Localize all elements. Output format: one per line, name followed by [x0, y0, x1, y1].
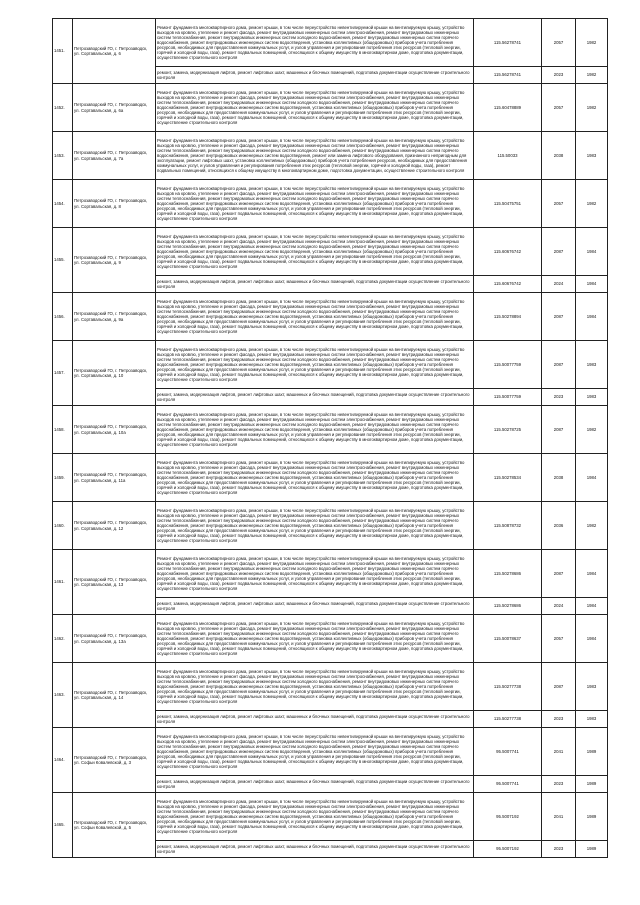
planned-year: 2057: [542, 19, 576, 67]
table-row: [53, 132, 608, 180]
planned-year: 2087: [542, 228, 576, 276]
house-address: Петрозаводский ГО, г. Петрозаводск, ул. Сортавальская, д. 8: [73, 180, 156, 228]
total-area: 115.50278894: [474, 293, 542, 341]
planned-year: 2024: [542, 598, 576, 615]
work-description: Ремонт фундамента многоквартирного дома, ремонт крыши, в том числе переустройство невентилируемой крыши на вентилируемую крышу, устройство выходов на кровлю, утепление и ремонт фасада, ремонт внутридомовых инженерных систем электроснабжения, ремонт внутридомовых инженерных систем теплоснабжения, ремонт внутридомовых инженерных систем холодного водоснабжения, ремонт внутридомовых инженерных систем горячего водоснабжения, ремонт внутридомовых инженерных систем водоотведения, установка коллективных (общедомовых) приборов учета потребления ресурсов, необходимых для предоставления коммунальных услуг, и узлов управления и регулирования потребления этих ресурсов (тепловой энергии, горячей и холодной воды, газа), ремонт подвальных помещений, относящихся к общему имуществу в многоквартирном доме, подготовка документации, осуществление строительного контроля: [156, 502, 474, 550]
total-area: 95.5007192: [474, 841, 542, 858]
table-row: [53, 663, 608, 711]
house-address: Петрозаводский ГО, г. Петрозаводск, ул. Сортавальская, д. 13: [73, 550, 156, 615]
total-area: 115.50277738: [474, 663, 542, 711]
work-description: Ремонт фундамента многоквартирного дома, ремонт крыши, в том числе переустройство невентилируемой крыши на вентилируемую крышу, устройство выходов на кровлю, утепление и ремонт фасада, ремонт внутридомовых инженерных систем электроснабжения, ремонт внутридомовых инженерных систем теплоснабжения, ремонт внутридомовых инженерных систем холодного водоснабжения, ремонт внутридомовых инженерных систем горячего водоснабжения, ремонт внутридомовых инженерных систем водоотведения, установка коллективных (общедомовых) приборов учета потребления ресурсов, необходимых для предоставления коммунальных услуг, и узлов управления и регулирования потребления этих ресурсов (тепловой энергии, горячей и холодной воды, газа), ремонт подвальных помещений, относящихся к общему имуществу в многоквартирном доме, подготовка документации, осуществление строительного контроля: [156, 454, 474, 502]
planned-year: 2023: [542, 711, 576, 728]
register-body: [53, 19, 608, 858]
row-number: 1453.: [53, 132, 73, 180]
build-year: 1982: [576, 180, 608, 228]
row-number: 1465.: [53, 793, 73, 858]
table-row: [53, 502, 608, 550]
work-description: Ремонт фундамента многоквартирного дома, ремонт крыши, в том числе переустройство невентилируемой крыши на вентилируемую крышу, устройство выходов на кровлю, утепление и ремонт фасада, ремонт внутридомовых инженерных систем электроснабжения, ремонт внутридомовых инженерных систем теплоснабжения, ремонт внутридомовых инженерных систем холодного водоснабжения, ремонт внутридомовых инженерных систем горячего водоснабжения, ремонт внутридомовых инженерных систем водоотведения, установка коллективных (общедомовых) приборов учета потребления ресурсов, необходимых для предоставления коммунальных услуг, и узлов управления и регулирования потребления этих ресурсов (тепловой энергии, горячей и холодной воды, газа), ремонт подвальных помещений, относящихся к общему имуществу в многоквартирном доме, подготовка документации, осуществление строительного контроля: [156, 180, 474, 228]
total-area: 115.60478889: [474, 84, 542, 132]
house-address: Петрозаводский ГО, г. Петрозаводск, ул. Сортавальская, д. 7а: [73, 132, 156, 180]
house-address: Петрозаводский ГО, г. Петрозаводск, ул. Софьи Ковалевской, д. 3: [73, 728, 156, 793]
total-area: 115.60676742: [474, 276, 542, 293]
work-description: ремонт, замена, модернизация лифтов, ремонт лифтовых шахт, машинных и блочных помещений, подготовка документации осуществление строительного контроля: [156, 276, 474, 293]
table-row: [53, 19, 608, 67]
total-area: 115.56278741: [474, 19, 542, 67]
row-number: 1463.: [53, 663, 73, 728]
house-address: Петрозаводский ГО, г. Петрозаводск, ул. Сортавальская, д. 6: [73, 19, 156, 84]
planned-year: 2087: [542, 341, 576, 389]
build-year: 1989: [576, 793, 608, 841]
work-description: Ремонт фундамента многоквартирного дома, ремонт крыши, в том числе переустройство невентилируемой крыши на вентилируемую крышу, устройство выходов на кровлю, утепление и ремонт фасада, ремонт внутридомовых инженерных систем электроснабжения, ремонт внутридомовых инженерных систем теплоснабжения, ремонт внутридомовых инженерных систем холодного водоснабжения, ремонт внутридомовых инженерных систем горячего водоснабжения, ремонт внутридомовых инженерных систем водоотведения, установка коллективных (общедомовых) приборов учета потребления ресурсов, необходимых для предоставления коммунальных услуг, и узлов управления и регулирования потребления этих ресурсов (тепловой энергии, горячей и холодной воды, газа), ремонт подвальных помещений, относящихся к общему имуществу в многоквартирном доме, подготовка документации, осуществление строительного контроля: [156, 728, 474, 776]
work-description: Ремонт фундамента многоквартирного дома, ремонт крыши, в том числе переустройство невентилируемой крыши на вентилируемую крышу, устройство выходов на кровлю, утепление и ремонт фасада, ремонт внутридомовых инженерных систем электроснабжения, ремонт внутридомовых инженерных систем теплоснабжения, ремонт внутридомовых инженерных систем холодного водоснабжения, ремонт внутридомовых инженерных систем горячего водоснабжения, ремонт внутридомовых инженерных систем водоотведения, установка коллективных (общедомовых) приборов учета потребления ресурсов, необходимых для предоставления коммунальных услуг, и узлов управления и регулирования потребления этих ресурсов (тепловой энергии, горячей и холодной воды, газа), ремонт подвальных помещений, относящихся к общему имуществу в многоквартирном доме, подготовка документации, осуществление строительного контроля: [156, 406, 474, 454]
work-description: Ремонт фундамента многоквартирного дома, ремонт крыши, в том числе переустройство невентилируемой крыши на вентилируемую крышу, устройство выходов на кровлю, утепление и ремонт фасада, ремонт внутридомовых инженерных систем электроснабжения, ремонт внутридомовых инженерных систем теплоснабжения, ремонт внутридомовых инженерных систем холодного водоснабжения, ремонт внутридомовых инженерных систем горячего водоснабжения, ремонт внутридомовых инженерных систем водоотведения, установка коллективных (общедомовых) приборов учета потребления ресурсов, необходимых для предоставления коммунальных услуг, и узлов управления и регулирования потребления этих ресурсов (тепловой энергии, горячей и холодной воды, газа), ремонт подвальных помещений, относящихся к общему имуществу в многоквартирном доме, подготовка документации, осуществление строительного контроля: [156, 19, 474, 67]
table-row: [53, 293, 608, 341]
build-year: 1982: [576, 19, 608, 67]
planned-year: 2038: [542, 132, 576, 180]
house-address: Петрозаводский ГО, г. Петрозаводск, ул. Софьи Ковалевской, д. 5: [73, 793, 156, 858]
total-area: 115.50475751: [474, 180, 542, 228]
total-area: 115.50033: [474, 132, 542, 180]
planned-year: 2023: [542, 389, 576, 406]
house-address: Петрозаводский ГО, г. Петрозаводск, ул. Сортавальская, д. 10а: [73, 406, 156, 454]
row-number: 1461.: [53, 550, 73, 615]
planned-year: 2057: [542, 180, 576, 228]
house-address: Петрозаводский ГО, г. Петрозаводск, ул. Сортавальская, д. 13а: [73, 615, 156, 663]
planned-year: 2041: [542, 728, 576, 776]
planned-year: 2087: [542, 550, 576, 598]
capital-repair-register-table: [52, 18, 608, 858]
work-description: Ремонт фундамента многоквартирного дома, ремонт крыши, в том числе переустройство невентилируемой крыши на вентилируемую крышу, устройство выходов на кровлю, утепление и ремонт фасада, ремонт внутридомовых инженерных систем электроснабжения, ремонт внутридомовых инженерных систем теплоснабжения, ремонт внутридомовых инженерных систем холодного водоснабжения, ремонт внутридомовых инженерных систем горячего водоснабжения, ремонт внутридомовых инженерных систем водоотведения, установка коллективных (общедомовых) приборов учета потребления ресурсов, необходимых для предоставления коммунальных услуг, и узлов управления и регулирования потребления этих ресурсов (тепловой энергии, горячей и холодной воды, газа), ремонт подвальных помещений, относящихся к общему имуществу в многоквартирном доме, подготовка документации, осуществление строительного контроля: [156, 793, 474, 841]
build-year: 1984: [576, 293, 608, 341]
total-area: 95.5007741: [474, 776, 542, 793]
planned-year: 2057: [542, 615, 576, 663]
build-year: 1984: [576, 598, 608, 615]
total-area: 115.50278725: [474, 406, 542, 454]
work-description: Ремонт фундамента многоквартирного дома, ремонт крыши, в том числе переустройство невентилируемой крыши на вентилируемую крышу, устройство выходов на кровлю, утепление и ремонт фасада, ремонт внутридомовых инженерных систем электроснабжения, ремонт внутридомовых инженерных систем теплоснабжения, ремонт внутридомовых инженерных систем холодного водоснабжения, ремонт внутридомовых инженерных систем горячего водоснабжения, ремонт внутридомовых инженерных систем водоотведения, установка коллективных (общедомовых) приборов учета потребления ресурсов, необходимых для предоставления коммунальных услуг, и узлов управления и регулирования потребления этих ресурсов (тепловой энергии, горячей и холодной воды, газа), ремонт подвальных помещений, относящихся к общему имуществу в многоквартирном доме, подготовка документации, осуществление строительного контроля: [156, 615, 474, 663]
row-number: 1454.: [53, 180, 73, 228]
row-number: 1464.: [53, 728, 73, 793]
house-address: Петрозаводский ГО, г. Петрозаводск, ул. Сортавальская, д. 14: [73, 663, 156, 728]
table-row: [53, 228, 608, 276]
build-year: 1983: [576, 711, 608, 728]
total-area: 115.50077759: [474, 341, 542, 389]
row-number: 1462.: [53, 615, 73, 663]
build-year: 1989: [576, 728, 608, 776]
row-number: 1455.: [53, 228, 73, 293]
build-year: 1984: [576, 276, 608, 293]
house-address: Петрозаводский ГО, г. Петрозаводск, ул. Сортавальская, д. 12: [73, 502, 156, 550]
work-description: ремонт, замена, модернизация лифтов, ремонт лифтовых шахт, машинных и блочных помещений, подготовка документации осуществление строительного контроля: [156, 776, 474, 793]
table-row: [53, 615, 608, 663]
total-area: 115.60676742: [474, 228, 542, 276]
build-year: 1989: [576, 841, 608, 858]
work-description: ремонт, замена, модернизация лифтов, ремонт лифтовых шахт, машинных и блочных помещений, подготовка документации осуществление строительного контроля: [156, 598, 474, 615]
build-year: 1982: [576, 67, 608, 84]
planned-year: 2023: [542, 67, 576, 84]
row-number: 1451.: [53, 19, 73, 84]
total-area: 115.50078637: [474, 615, 542, 663]
total-area: 115.50278686: [474, 598, 542, 615]
total-area: 115.50077759: [474, 389, 542, 406]
table-row: [53, 84, 608, 132]
work-description: Ремонт фундамента многоквартирного дома, ремонт крыши, в том числе переустройство невентилируемой крыши на вентилируемую крышу, устройство выходов на кровлю, утепление и ремонт фасада, ремонт внутридомовых инженерных систем электроснабжения, ремонт внутридомовых инженерных систем теплоснабжения, ремонт внутридомовых инженерных систем холодного водоснабжения, ремонт внутридомовых инженерных систем горячего водоснабжения, ремонт внутридомовых инженерных систем водоотведения, ремонт или замена лифтового оборудования, признанного непригодным для эксплуатации, ремонт лифтовых шахт, установка коллективных (общедомовых) приборов учета потребления ресурсов, необходимых для предоставления коммунальных услуг, и узлов управления и регулирования потребления этих ресурсов (тепловой энергии, горячей и холодной воды, газа), ремонт подвальных помещений, относящихся к общему имуществу в многоквартирном доме, подготовка документации, осуществление строительного контроля: [156, 132, 474, 180]
table-row: [53, 793, 608, 841]
build-year: 1983: [576, 663, 608, 711]
house-address: Петрозаводский ГО, г. Петрозаводск, ул. Сортавальская, д. 10: [73, 341, 156, 406]
build-year: 1982: [576, 502, 608, 550]
planned-year: 2023: [542, 776, 576, 793]
planned-year: 2038: [542, 454, 576, 502]
row-number: 1458.: [53, 406, 73, 454]
build-year: 1982: [576, 84, 608, 132]
total-area: 115.50278686: [474, 550, 542, 598]
table-row: [53, 454, 608, 502]
build-year: 1984: [576, 454, 608, 502]
work-description: Ремонт фундамента многоквартирного дома, ремонт крыши, в том числе переустройство невентилируемой крыши на вентилируемую крышу, устройство выходов на кровлю, утепление и ремонт фасада, ремонт внутридомовых инженерных систем электроснабжения, ремонт внутридомовых инженерных систем теплоснабжения, ремонт внутридомовых инженерных систем холодного водоснабжения, ремонт внутридомовых инженерных систем горячего водоснабжения, ремонт внутридомовых инженерных систем водоотведения, установка коллективных (общедомовых) приборов учета потребления ресурсов, необходимых для предоставления коммунальных услуг, и узлов управления и регулирования потребления этих ресурсов (тепловой энергии, горячей и холодной воды, газа), ремонт подвальных помещений, относящихся к общему имуществу в многоквартирном доме, подготовка документации, осуществление строительного контроля: [156, 341, 474, 389]
work-description: Ремонт фундамента многоквартирного дома, ремонт крыши, в том числе переустройство невентилируемой крыши на вентилируемую крышу, устройство выходов на кровлю, утепление и ремонт фасада, ремонт внутридомовых инженерных систем электроснабжения, ремонт внутридомовых инженерных систем теплоснабжения, ремонт внутридомовых инженерных систем холодного водоснабжения, ремонт внутридомовых инженерных систем горячего водоснабжения, ремонт внутридомовых инженерных систем водоотведения, установка коллективных (общедомовых) приборов учета потребления ресурсов, необходимых для предоставления коммунальных услуг, и узлов управления и регулирования потребления этих ресурсов (тепловой энергии, горячей и холодной воды, газа), ремонт подвальных помещений, относящихся к общему имуществу в многоквартирном доме, подготовка документации, осуществление строительного контроля: [156, 293, 474, 341]
build-year: 1984: [576, 550, 608, 598]
total-area: 95.5007192: [474, 793, 542, 841]
work-description: ремонт, замена, модернизация лифтов, ремонт лифтовых шахт, машинных и блочных помещений, подготовка документации осуществление строительного контроля: [156, 67, 474, 84]
house-address: Петрозаводский ГО, г. Петрозаводск, ул. Сортавальская, д. 11а: [73, 454, 156, 502]
table-row: [53, 341, 608, 389]
build-year: 1983: [576, 132, 608, 180]
work-description: Ремонт фундамента многоквартирного дома, ремонт крыши, в том числе переустройство невентилируемой крыши на вентилируемую крышу, устройство выходов на кровлю, утепление и ремонт фасада, ремонт внутридомовых инженерных систем электроснабжения, ремонт внутридомовых инженерных систем теплоснабжения, ремонт внутридомовых инженерных систем холодного водоснабжения, ремонт внутридомовых инженерных систем горячего водоснабжения, ремонт внутридомовых инженерных систем водоотведения, установка коллективных (общедомовых) приборов учета потребления ресурсов, необходимых для предоставления коммунальных услуг, и узлов управления и регулирования потребления этих ресурсов (тепловой энергии, горячей и холодной воды, газа), ремонт подвальных помещений, относящихся к общему имуществу в многоквартирном доме, подготовка документации, осуществление строительного контроля: [156, 84, 474, 132]
planned-year: 2041: [542, 793, 576, 841]
work-description: ремонт, замена, модернизация лифтов, ремонт лифтовых шахт, машинных и блочных помещений, подготовка документации осуществление строительного контроля: [156, 841, 474, 858]
total-area: 115.50278534: [474, 454, 542, 502]
row-number: 1460.: [53, 502, 73, 550]
planned-year: 2023: [542, 841, 576, 858]
row-number: 1456.: [53, 293, 73, 341]
work-description: ремонт, замена, модернизация лифтов, ремонт лифтовых шахт, машинных и блочных помещений, подготовка документации осуществление строительного контроля: [156, 711, 474, 728]
work-description: ремонт, замена, модернизация лифтов, ремонт лифтовых шахт, машинных и блочных помещений, подготовка документации осуществление строительного контроля: [156, 389, 474, 406]
build-year: 1984: [576, 615, 608, 663]
work-description: Ремонт фундамента многоквартирного дома, ремонт крыши, в том числе переустройство невентилируемой крыши на вентилируемую крышу, устройство выходов на кровлю, утепление и ремонт фасада, ремонт внутридомовых инженерных систем электроснабжения, ремонт внутридомовых инженерных систем теплоснабжения, ремонт внутридомовых инженерных систем холодного водоснабжения, ремонт внутридомовых инженерных систем горячего водоснабжения, ремонт внутридомовых инженерных систем водоотведения, установка коллективных (общедомовых) приборов учета потребления ресурсов, необходимых для предоставления коммунальных услуг, и узлов управления и регулирования потребления этих ресурсов (тепловой энергии, горячей и холодной воды, газа), ремонт подвальных помещений, относящихся к общему имуществу в многоквартирном доме, подготовка документации, осуществление строительного контроля: [156, 228, 474, 276]
total-area: 95.5007741: [474, 728, 542, 776]
planned-year: 2087: [542, 406, 576, 454]
row-number: 1452.: [53, 84, 73, 132]
build-year: 1983: [576, 341, 608, 389]
planned-year: 2036: [542, 502, 576, 550]
house-address: Петрозаводский ГО, г. Петрозаводск, ул. Сортавальская, д. 9а: [73, 293, 156, 341]
row-number: 1459.: [53, 454, 73, 502]
house-address: Петрозаводский ГО, г. Петрозаводск, ул. Сортавальская, д. 6а: [73, 84, 156, 132]
build-year: 1989: [576, 776, 608, 793]
table-row: [53, 180, 608, 228]
planned-year: 2057: [542, 84, 576, 132]
row-number: 1457.: [53, 341, 73, 406]
build-year: 1983: [576, 389, 608, 406]
table-row: [53, 406, 608, 454]
build-year: 1982: [576, 406, 608, 454]
planned-year: 2087: [542, 293, 576, 341]
total-area: 115.50277738: [474, 711, 542, 728]
planned-year: 2024: [542, 276, 576, 293]
build-year: 1984: [576, 228, 608, 276]
table-row: [53, 728, 608, 776]
house-address: Петрозаводский ГО, г. Петрозаводск, ул. Сортавальская, д. 9: [73, 228, 156, 293]
planned-year: 2087: [542, 663, 576, 711]
total-area: 115.56278741: [474, 67, 542, 84]
total-area: 115.50878732: [474, 502, 542, 550]
work-description: Ремонт фундамента многоквартирного дома, ремонт крыши, в том числе переустройство невентилируемой крыши на вентилируемую крышу, устройство выходов на кровлю, утепление и ремонт фасада, ремонт внутридомовых инженерных систем электроснабжения, ремонт внутридомовых инженерных систем теплоснабжения, ремонт внутридомовых инженерных систем холодного водоснабжения, ремонт внутридомовых инженерных систем горячего водоснабжения, ремонт внутридомовых инженерных систем водоотведения, установка коллективных (общедомовых) приборов учета потребления ресурсов, необходимых для предоставления коммунальных услуг, и узлов управления и регулирования потребления этих ресурсов (тепловой энергии, горячей и холодной воды, газа), ремонт подвальных помещений, относящихся к общему имуществу в многоквартирном доме, подготовка документации, осуществление строительного контроля: [156, 663, 474, 711]
table-row: [53, 550, 608, 598]
work-description: Ремонт фундамента многоквартирного дома, ремонт крыши, в том числе переустройство невентилируемой крыши на вентилируемую крышу, устройство выходов на кровлю, утепление и ремонт фасада, ремонт внутридомовых инженерных систем электроснабжения, ремонт внутридомовых инженерных систем теплоснабжения, ремонт внутридомовых инженерных систем холодного водоснабжения, ремонт внутридомовых инженерных систем горячего водоснабжения, ремонт внутридомовых инженерных систем водоотведения, установка коллективных (общедомовых) приборов учета потребления ресурсов, необходимых для предоставления коммунальных услуг, и узлов управления и регулирования потребления этих ресурсов (тепловой энергии, горячей и холодной воды, газа), ремонт подвальных помещений, относящихся к общему имуществу в многоквартирном доме, подготовка документации, осуществление строительного контроля: [156, 550, 474, 598]
